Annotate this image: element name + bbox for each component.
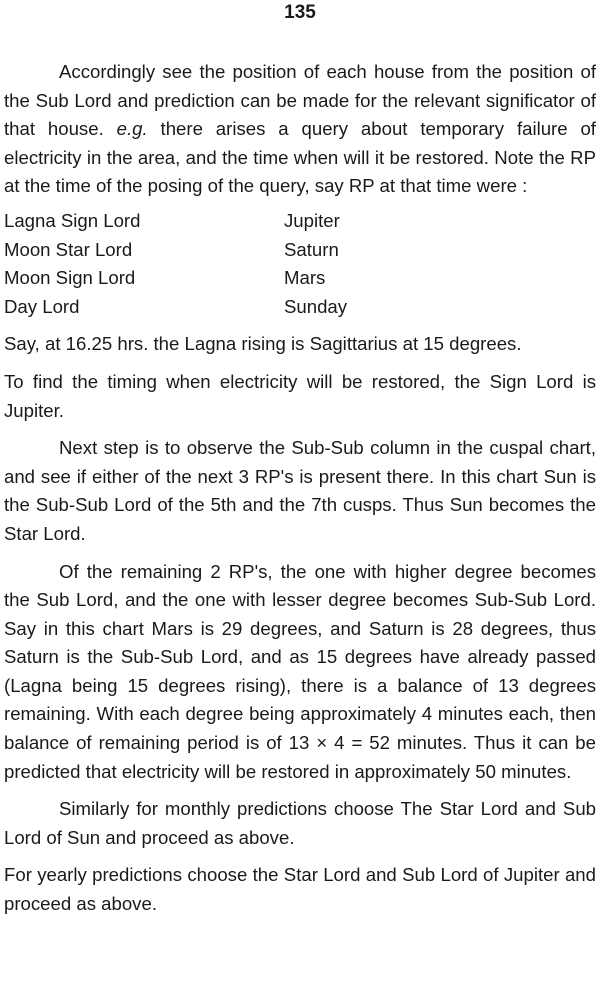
table-row xyxy=(4,293,347,322)
rp-value: Sunday xyxy=(284,295,348,317)
paragraph-yearly: For yearly predictions choose the Star Lord and Sub Lord of Jupiter and proceed as above. xyxy=(4,864,596,915)
rp-label: Lagna Sign Lord xyxy=(4,209,141,231)
rp-value: Mars xyxy=(284,267,326,289)
eg-abbrev: e.g. xyxy=(116,118,148,140)
table-row xyxy=(4,207,347,236)
paragraph-timing: To find the timing when electricity will be restored, the Sign Lord is Jupiter. xyxy=(4,370,596,421)
paragraph-lagna: Say, at 16.25 hrs. the Lagna rising is Sagittarius at 15 degrees. xyxy=(4,333,522,355)
page-number: 135 xyxy=(284,2,316,23)
table-row xyxy=(4,236,347,265)
paragraph-intro xyxy=(4,58,596,201)
intro-text-after: there arises a query about temporary failure of electricity in the area, and the time when will it be restored. Note the RP at the time of the posing of the query, say RP at that time were : xyxy=(4,118,596,197)
rp-label: Moon Sign Lord xyxy=(4,267,136,289)
rp-value: Saturn xyxy=(284,238,339,260)
rp-label: Moon Star Lord xyxy=(4,238,133,260)
rp-label: Day Lord xyxy=(4,295,80,317)
ruling-planets-table xyxy=(4,207,347,321)
table-row xyxy=(4,264,347,293)
rp-value: Jupiter xyxy=(284,209,340,231)
page-body xyxy=(4,58,596,919)
paragraph-remaining-rp: Of the remaining 2 RP's, the one with higher degree becomes the Sub Lord, and the one with lesser degree becomes Sub-Sub Lord. Say in this chart Mars is 29 degrees, and Saturn is 28 degrees, thus Saturn is the Sub-Sub Lord, and as 15 degrees have already passed (Lagna being 15 degrees rising), there is a balance of 13 degrees remaining. With each degree being approximately 4 minutes each, then balance of remaining period is of 13 × 4 = 52 minutes. Thus it can be predicted that electricity will be restored in approximately 50 minutes. xyxy=(4,560,596,782)
paragraph-monthly: Similarly for monthly predictions choose The Star Lord and Sub Lord of Sun and proceed as above. xyxy=(4,798,596,848)
intro-text-before: Accordingly see the position of each house from the position of the Sub Lord and prediction can be made for the relevant significator of that house. xyxy=(4,61,596,140)
paragraph-next-step: Next step is to observe the Sub-Sub column in the cuspal chart, and see if either of the next 3 RP's is present there. In this chart Sun is the Sub-Sub Lord of the 5th and the 7th cusps. Thus Sun becomes the Star Lord. xyxy=(4,437,596,544)
